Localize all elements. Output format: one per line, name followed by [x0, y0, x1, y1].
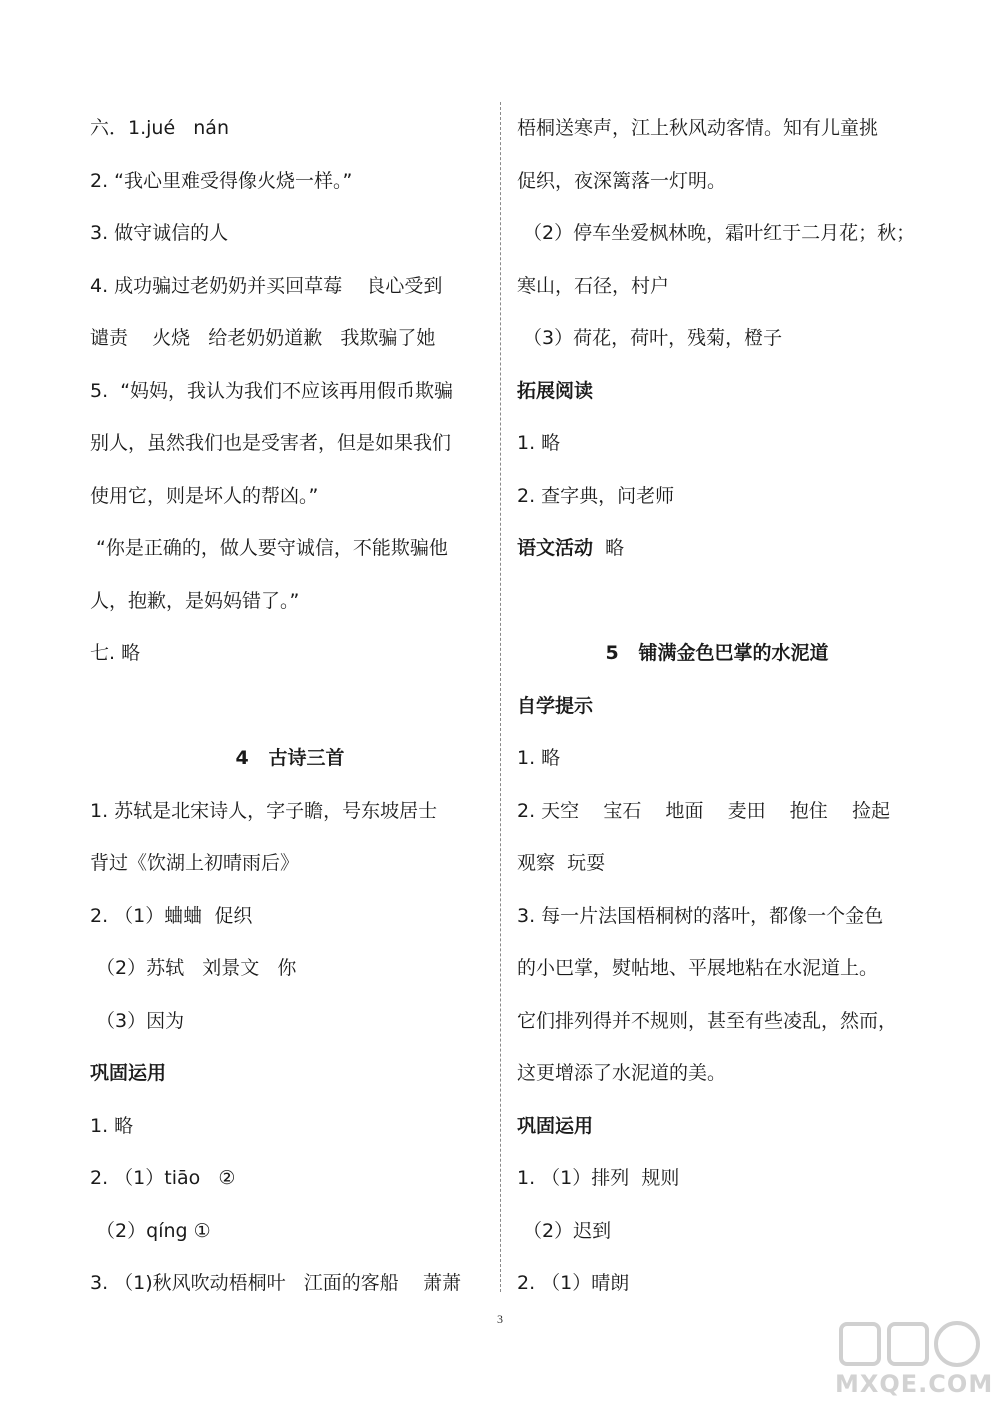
answer-line: 它们排列得并不规则，甚至有些凌乱，然而， [517, 1009, 898, 1032]
answer-line: 梧桐送寒声，江上秋风动客情。知有儿童挑 [517, 117, 879, 139]
answer-line: 寒山，石径，村户 [517, 274, 670, 297]
section-heading: 巩固运用 [517, 1114, 594, 1137]
answer-line: 这更增添了水泥道的美。 [517, 1062, 727, 1084]
answer-line: （2）qíng ① [90, 1219, 211, 1242]
answer-line: “你是正确的，做人要守诚信，不能欺骗他 [90, 537, 448, 559]
answer-line: 2. “我心里难受得像火烧一样。” [90, 169, 353, 192]
answer-line: 使用它，则是坏人的帮凶。” [90, 484, 319, 507]
answer-line: 背过《饮湖上初晴雨后》 [90, 852, 300, 874]
answer-line [90, 680, 490, 733]
left-column [90, 102, 490, 1310]
answer-line: （2）苏轼 刘景文 你 [90, 957, 297, 979]
column-divider [500, 102, 501, 1292]
answer-line: 2. 天空 宝石 地面 麦田 抱住 捡起 [517, 799, 890, 822]
watermark-logo-icon [835, 1318, 985, 1373]
answer-line: 促织，夜深篱落一灯明。 [517, 169, 727, 192]
answer-line: 谴责 火烧 给老奶奶道歉 我欺骗了她 [90, 327, 436, 349]
answer-line: 观察 玩耍 [517, 852, 606, 874]
page-number: 3 [497, 1312, 503, 1326]
answer-line: 六．1.jué nán [90, 117, 229, 139]
section-heading: 语文活动 [517, 537, 594, 559]
answer-line: 1. 略 [517, 432, 561, 454]
section-heading: 巩固运用 [90, 1062, 167, 1084]
watermark-logo [835, 1318, 994, 1406]
answer-text: 略 [593, 537, 625, 559]
answer-line: 的小巴掌，熨帖地、平展地粘在水泥道上。 [517, 957, 879, 979]
answer-line: 别人，虽然我们也是受害者，但是如果我们 [90, 432, 452, 454]
answer-line: 人，抱歉，是妈妈错了。” [90, 589, 300, 612]
watermark-url: MXQE.COM [835, 1370, 994, 1398]
answer-line: （3）因为 [90, 1009, 185, 1032]
answer-line: 1. （1）排列 规则 [517, 1167, 680, 1189]
section-heading: 拓展阅读 [517, 379, 594, 402]
answer-line: 3. 每一片法国梧桐树的落叶，都像一个金色 [517, 904, 884, 927]
answer-line [517, 575, 917, 628]
answer-line: 4. 成功骗过老奶奶并买回草莓 良心受到 [90, 274, 443, 297]
right-column [517, 102, 917, 1310]
answer-line [517, 522, 917, 575]
answer-line: 3. 做守诚信的人 [90, 222, 229, 244]
answer-line: （3）荷花，荷叶，残菊，橙子 [517, 327, 783, 349]
answer-line: 2. （1）tiāo ② [90, 1167, 236, 1189]
answer-line: 1. 略 [517, 747, 561, 769]
answer-line: 2. （1）蛐蛐 促织 [90, 904, 253, 927]
section-heading: 自学提示 [517, 694, 594, 717]
answer-line: 3. （1)秋风吹动梧桐叶 江面的客船 萧萧 [90, 1272, 461, 1294]
section-title: 5 铺满金色巴掌的水泥道 [605, 642, 829, 664]
answer-line: 七. 略 [90, 642, 141, 664]
answer-line: 5. “妈妈，我认为我们不应该再用假币欺骗 [90, 379, 454, 402]
answer-line: 2. 查字典，问老师 [517, 484, 675, 507]
answer-line: （2）迟到 [517, 1219, 612, 1242]
section-title: 4 古诗三首 [235, 747, 345, 769]
answer-line: 1. 略 [90, 1114, 134, 1137]
answer-line: 1. 苏轼是北宋诗人，字子瞻，号东坡居士 [90, 799, 438, 822]
answer-line: （2）停车坐爱枫林晚，霜叶红于二月花；秋； [517, 222, 916, 244]
answer-line: 2. （1）晴朗 [517, 1272, 630, 1294]
